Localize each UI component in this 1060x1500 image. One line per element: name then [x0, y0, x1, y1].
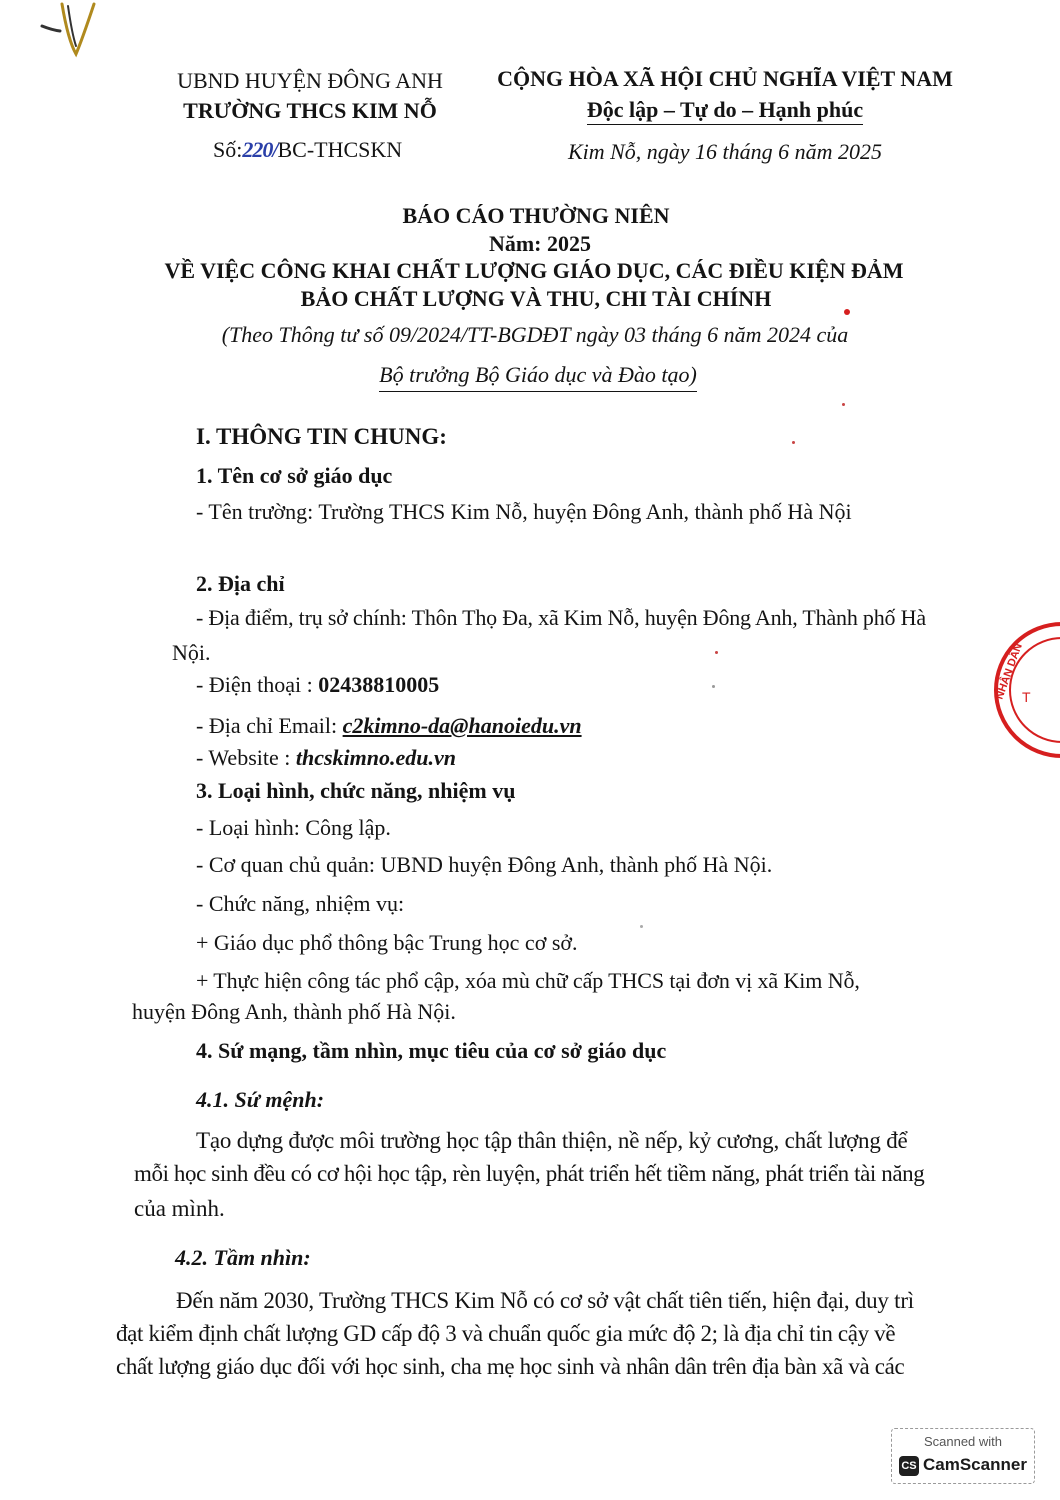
- subsection-3-heading: 3. Loại hình, chức năng, nhiệm vụ: [196, 778, 516, 803]
- phone-label: - Điện thoại :: [196, 672, 319, 697]
- subsection-4-heading: 4. Sứ mạng, tầm nhìn, mục tiêu của cơ sở giáo dục: [196, 1038, 667, 1063]
- school-type: - Loại hình: Công lập.: [196, 815, 391, 840]
- vision-heading: 4.2. Tầm nhìn:: [175, 1245, 311, 1270]
- function-item-2-line1: + Thực hiện công tác phổ cập, xóa mù chữ cấp THCS tại đơn vị xã Kim Nỗ,: [196, 968, 860, 993]
- email-label: - Địa chỉ Email:: [196, 713, 343, 738]
- mission-heading: 4.1. Sứ mệnh:: [196, 1087, 325, 1112]
- seal-partial-text: NHÂN DÂN: [993, 641, 1025, 702]
- email-link[interactable]: c2kimno-da@hanoiedu.vn: [342, 713, 582, 738]
- subsection-1-heading: 1. Tên cơ sở giáo dục: [196, 463, 393, 488]
- watermark-caption: Scanned with: [923, 1434, 1003, 1449]
- functions-label: - Chức năng, nhiệm vụ:: [196, 891, 405, 916]
- vision-line3: chất lượng giáo dục đối với học sinh, cha mẹ học sinh và nhân dân trên địa bàn xã và các: [116, 1354, 905, 1379]
- ink-speck: [640, 925, 643, 928]
- org-name-line1: UBND HUYỆN ĐÔNG ANH: [177, 68, 443, 93]
- email-line: [196, 713, 582, 739]
- ink-dot: [844, 309, 850, 315]
- svg-text:T: T: [1022, 689, 1031, 705]
- nation-motto-text: Độc lập – Tự do – Hạnh phúc: [587, 97, 863, 125]
- function-item-2-line2: huyện Đông Anh, thành phố Hà Nội.: [132, 999, 456, 1024]
- ink-speck: [712, 685, 715, 688]
- function-item-1: + Giáo dục phổ thông bậc Trung học cơ sở.: [196, 930, 578, 955]
- ink-speck: [842, 403, 845, 406]
- report-subject-line1: VỀ VIỆC CÔNG KHAI CHẤT LƯỢNG GIÁO DỤC, CÁC ĐIỀU KIỆN ĐẢM: [164, 258, 904, 283]
- governing-agency: - Cơ quan chủ quản: UBND huyện Đông Anh, thành phố Hà Nội.: [196, 852, 773, 877]
- section-heading: I. THÔNG TIN CHUNG:: [196, 424, 447, 449]
- legal-basis-line2-text: Bộ trưởng Bộ Giáo dục và Đào tạo): [379, 362, 697, 392]
- phone-number: 02438810005: [318, 672, 440, 697]
- nation-motto: [490, 97, 960, 123]
- ink-speck: [792, 441, 795, 444]
- address-line2: Nội.: [172, 640, 211, 665]
- report-subject-line2: BẢO CHẤT LƯỢNG VÀ THU, CHI TÀI CHÍNH: [300, 286, 772, 311]
- mission-line2: mỗi học sinh đều có cơ hội học tập, rèn luyện, phát triển hết tiềm năng, phát triển tài năng: [134, 1161, 925, 1186]
- paperclip-mark-icon: [38, 0, 108, 70]
- mission-line3: của mình.: [134, 1196, 225, 1221]
- website-label: - Website :: [196, 745, 296, 770]
- report-title: BÁO CÁO THƯỜNG NIÊN: [402, 203, 670, 228]
- website-link[interactable]: thcskimno.edu.vn: [295, 745, 456, 770]
- mission-line1: Tạo dựng được môi trường học tập thân thiện, nề nếp, kỷ cương, chất lượng để: [196, 1128, 908, 1153]
- place-date: Kim Nỗ, ngày 16 tháng 6 năm 2025: [567, 139, 883, 164]
- website-line: [196, 745, 456, 771]
- vision-line2: đạt kiểm định chất lượng GD cấp độ 3 và chuẩn quốc gia mức độ 2; là địa chỉ tin cậy về: [116, 1321, 896, 1346]
- subsection-2-heading: 2. Địa chỉ: [196, 571, 285, 596]
- doc-number: [213, 137, 402, 163]
- doc-number-prefix: Số:: [213, 137, 243, 162]
- ink-speck: [715, 651, 718, 654]
- report-year: Năm: 2025: [488, 231, 592, 256]
- watermark-brand: CamScanner: [923, 1455, 1027, 1474]
- vision-line1: Đến năm 2030, Trường THCS Kim Nỗ có cơ sở vật chất tiên tiến, hiện đại, duy trì: [176, 1288, 914, 1313]
- phone-line: [196, 672, 439, 698]
- camscanner-watermark: [891, 1428, 1035, 1484]
- address-line1: - Địa điểm, trụ sở chính: Thôn Thọ Đa, xã Kim Nỗ, huyện Đông Anh, Thành phố Hà: [196, 605, 926, 630]
- legal-basis-line2: [0, 362, 1060, 388]
- red-seal-stamp: [982, 620, 1060, 760]
- doc-number-suffix: BC-THCSKN: [277, 137, 403, 162]
- nation-name: CỘNG HÒA XÃ HỘI CHỦ NGHĨA VIỆT NAM: [497, 66, 953, 91]
- doc-number-handwritten: 220/: [242, 137, 278, 162]
- school-name: - Tên trường: Trường THCS Kim Nỗ, huyện Đông Anh, thành phố Hà Nội: [196, 499, 852, 524]
- legal-basis-line1: (Theo Thông tư số 09/2024/TT-BGDĐT ngày 03 tháng 6 năm 2024 của: [221, 322, 849, 347]
- camscanner-logo-icon: CS: [899, 1456, 919, 1476]
- org-name-line2: TRƯỜNG THCS KIM NỖ: [183, 98, 437, 123]
